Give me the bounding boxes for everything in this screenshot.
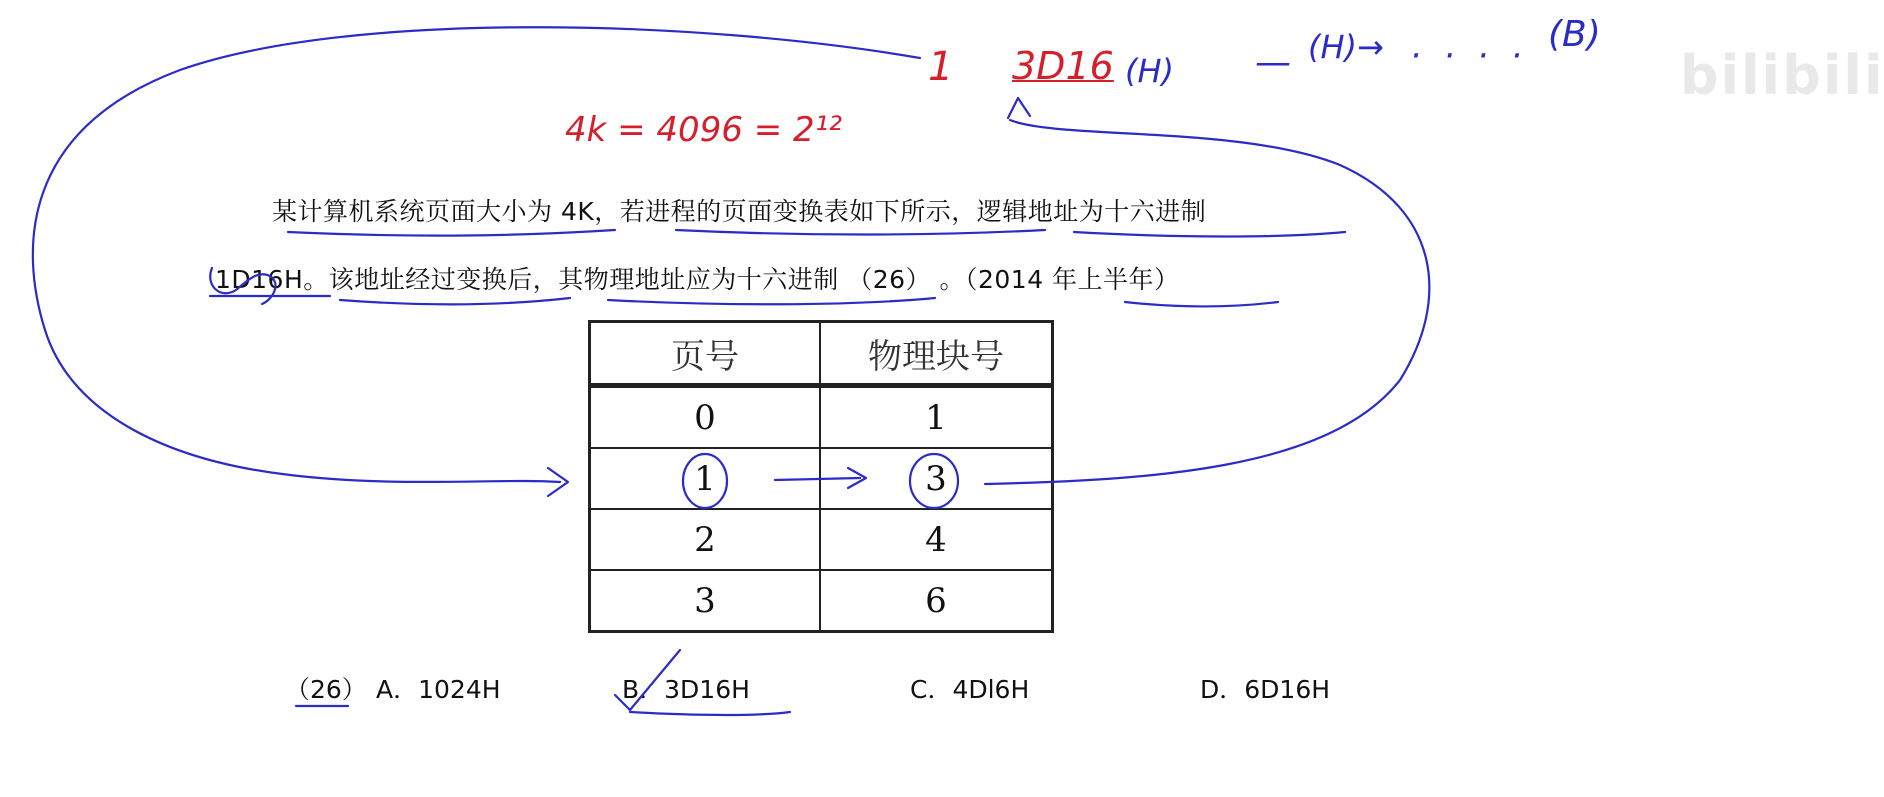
underline-5 bbox=[340, 298, 570, 304]
handwritten-one: 1 bbox=[928, 44, 954, 90]
table-cell: 4 bbox=[820, 509, 1053, 570]
underline-1 bbox=[288, 230, 615, 236]
table-cell: 6 bbox=[820, 570, 1053, 632]
table-header-row bbox=[590, 322, 1053, 386]
bilibili-watermark: bilibili bbox=[1680, 44, 1884, 107]
handwritten-dots: · · · · bbox=[1410, 36, 1528, 76]
option-b: B．3D16H bbox=[622, 675, 750, 704]
handwritten-b-paren: (B) bbox=[1548, 14, 1601, 55]
handwritten-dash: — bbox=[1255, 42, 1291, 83]
table-cell: 1 bbox=[590, 448, 821, 509]
up-arrow-stroke bbox=[1008, 98, 1030, 118]
question-line-2: 1D16H。该地址经过变换后，其物理地址应为十六进制 （26） 。（2014 年上半年） bbox=[215, 265, 1180, 294]
underline-7 bbox=[1125, 302, 1278, 307]
table-row bbox=[590, 509, 1053, 570]
arrow-head-stroke bbox=[548, 468, 568, 496]
table-cell: 3 bbox=[590, 570, 821, 632]
question-line-1: 某计算机系统页面大小为 4K，若进程的页面变换表如下所示，逻辑地址为十六进制 bbox=[272, 197, 1207, 226]
table-cell: 0 bbox=[590, 386, 821, 449]
handwritten-result: 3D16 bbox=[1012, 44, 1114, 88]
header-physical-block: 物理块号 bbox=[820, 322, 1053, 386]
handwritten-h-arrow: (H)→ bbox=[1308, 28, 1384, 66]
table-row bbox=[590, 386, 1053, 449]
underline-6 bbox=[608, 298, 935, 304]
option-d: D．6D16H bbox=[1200, 675, 1331, 704]
page-table bbox=[588, 320, 1054, 633]
option-c: C．4Dl6H bbox=[910, 675, 1030, 704]
table-row bbox=[590, 570, 1053, 632]
table-cell: 3 bbox=[820, 448, 1053, 509]
header-page-number: 页号 bbox=[590, 322, 821, 386]
underline-3 bbox=[1074, 232, 1345, 237]
option-a: A．1024H bbox=[376, 675, 501, 704]
table-cell: 1 bbox=[820, 386, 1053, 449]
table-cell: 2 bbox=[590, 509, 821, 570]
question-number: （26） bbox=[285, 675, 367, 704]
handwritten-4k-note: 4k = 4096 = 2¹² bbox=[565, 110, 842, 150]
handwritten-h-suffix: (H) bbox=[1125, 52, 1175, 90]
table-row bbox=[590, 448, 1053, 509]
underline-2 bbox=[676, 230, 1045, 235]
underline-option-b bbox=[630, 712, 790, 715]
